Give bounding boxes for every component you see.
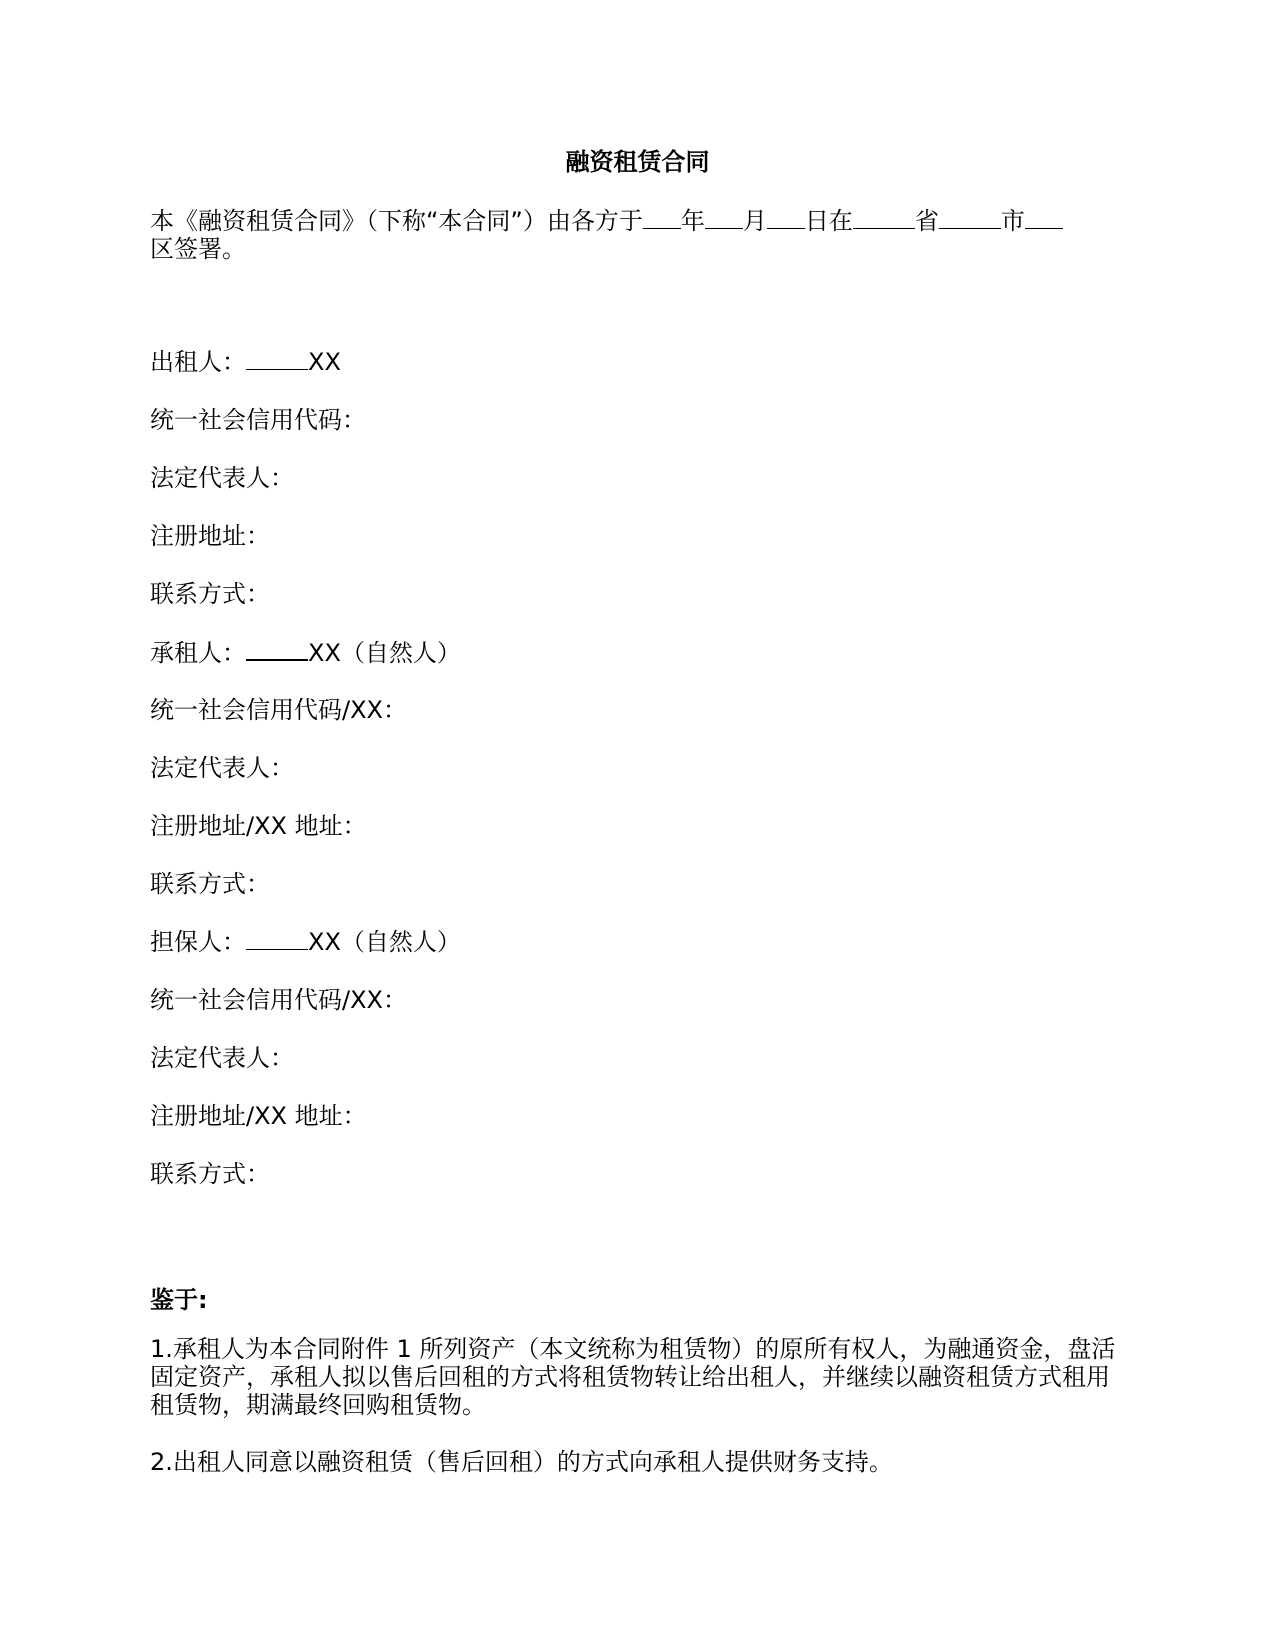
whereas-heading: 鉴于: — [150, 1286, 208, 1314]
day-label: 日在 — [804, 207, 853, 235]
intro-text: 本《融资租赁合同》（下称“本合同”）由各方于 — [150, 207, 643, 235]
district-signed-text: 区签署。 — [150, 235, 246, 263]
whereas-clause-1: 1.承租人为本合同附件 1 所列资产（本文统称为租赁物）的原所有权人，为融通资金，盘活固定资产，承租人拟以售后回租的方式将租赁物转让给出租人，并继续以融资租赁方式租用租赁物，期满最终回购租赁物。 — [150, 1335, 1116, 1419]
lessee-row — [150, 637, 461, 668]
guarantor-row — [150, 927, 461, 957]
lessee-address: 注册地址/XX 地址： — [150, 812, 367, 840]
lessor-row — [150, 347, 341, 377]
district-blank[interactable] — [1025, 206, 1063, 229]
lessee-contact: 联系方式： — [150, 870, 270, 898]
guarantor-label: 担保人： — [150, 928, 246, 956]
lessee-value: XX（自然人） — [308, 639, 461, 667]
guarantor-address: 注册地址/XX 地址： — [150, 1102, 367, 1130]
document-title: 融资租赁合同 — [565, 147, 710, 176]
lessor-value: XX — [308, 348, 341, 376]
lessor-legal-rep: 法定代表人： — [150, 464, 294, 492]
province-label: 省 — [914, 207, 939, 235]
month-blank[interactable] — [705, 206, 743, 229]
lessee-blank[interactable] — [246, 637, 308, 661]
lessor-address: 注册地址： — [150, 522, 270, 550]
lessor-label: 出租人： — [150, 348, 246, 376]
guarantor-contact: 联系方式： — [150, 1160, 270, 1188]
year-blank[interactable] — [643, 206, 681, 229]
intro-paragraph — [150, 206, 1090, 263]
guarantor-legal-rep: 法定代表人： — [150, 1044, 294, 1072]
city-blank[interactable] — [939, 206, 1001, 229]
lessee-credit-code: 统一社会信用代码/XX： — [150, 696, 407, 724]
guarantor-blank[interactable] — [246, 927, 308, 950]
guarantor-credit-code: 统一社会信用代码/XX： — [150, 986, 407, 1014]
lessor-contact: 联系方式： — [150, 580, 270, 608]
lessee-label: 承租人： — [150, 639, 246, 667]
province-blank[interactable] — [853, 206, 915, 229]
lessor-credit-code: 统一社会信用代码： — [150, 406, 366, 434]
lessor-blank[interactable] — [246, 347, 308, 370]
whereas-clause-2: 2.出租人同意以融资租赁（售后回租）的方式向承租人提供财务支持。 — [150, 1448, 893, 1476]
guarantor-value: XX（自然人） — [308, 928, 461, 956]
year-label: 年 — [680, 207, 705, 235]
city-label: 市 — [1000, 207, 1025, 235]
month-label: 月 — [742, 207, 767, 235]
lessee-legal-rep: 法定代表人： — [150, 754, 294, 782]
day-blank[interactable] — [767, 206, 805, 229]
